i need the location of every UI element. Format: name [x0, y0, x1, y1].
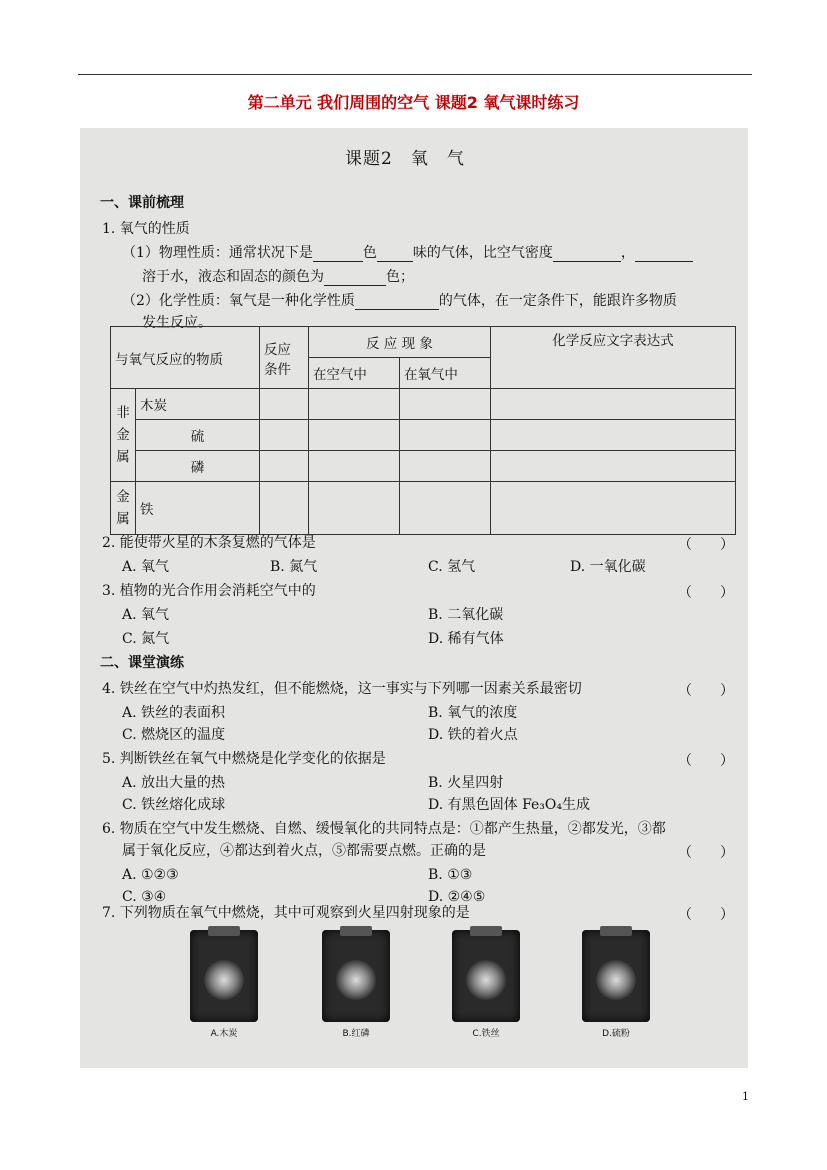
cell-air — [308, 389, 399, 420]
cell-oxygen — [399, 420, 490, 451]
q6-option-a: A. ①②③ — [122, 867, 179, 883]
q4-option-c: C. 燃烧区的温度 — [122, 727, 226, 743]
q2-option-d: D. 一氧化碳 — [570, 559, 646, 575]
jar-photo-sulfur — [582, 930, 650, 1022]
q1-stem: 1. 氧气的性质 — [102, 221, 190, 237]
header-equation: 化学反应文字表达式 — [490, 327, 735, 389]
row-iron: 铁 — [136, 482, 260, 535]
q3-option-d: D. 稀有气体 — [428, 631, 504, 647]
header-in-air: 在空气中 — [308, 358, 399, 389]
q5-answer-paren: （ ） — [678, 753, 734, 769]
header-rule — [78, 74, 752, 75]
q6-stem-line1: 6. 物质在空气中发生燃烧、自燃、缓慢氧化的共同特点是：①都产生热量，②都发光，③都 — [102, 821, 666, 837]
section-heading-1: 一、课前梳理 — [100, 195, 184, 211]
photo-caption-a: A.木炭 — [210, 1029, 238, 1039]
cell-air — [308, 482, 399, 535]
q6-stem-line2: 属于氧化反应，④都达到着火点，⑤都需要点燃。正确的是 — [122, 843, 486, 859]
q2-answer-paren: （ ） — [678, 537, 734, 553]
q7-answer-paren: （ ） — [678, 907, 734, 923]
page-number: 1 — [742, 1090, 749, 1103]
q7-photo-row — [190, 930, 650, 1050]
q3-stem: 3. 植物的光合作用会消耗空气中的 — [102, 583, 316, 599]
q3-option-b: B. 二氧化碳 — [428, 607, 504, 623]
q1-part2-line2: 发生反应。 — [142, 315, 212, 331]
row-phosphorus: 磷 — [136, 451, 260, 482]
cell-air — [308, 420, 399, 451]
group-metal: 金属 — [111, 482, 136, 535]
row-sulfur: 硫 — [136, 420, 260, 451]
header-in-oxygen: 在氧气中 — [399, 358, 490, 389]
jar-photo-iron-wire — [452, 930, 520, 1022]
cell-equation — [490, 451, 735, 482]
q3-option-c: C. 氮气 — [122, 631, 170, 647]
q2-option-a: A. 氧气 — [122, 559, 170, 575]
cell-air — [308, 451, 399, 482]
q1-part2-line1: （2）化学性质：氧气是一种化学性质 的气体，在一定条件下，能跟许多物质 — [122, 293, 677, 309]
q4-option-a: A. 铁丝的表面积 — [122, 705, 226, 721]
header-condition: 反应条件 — [259, 327, 308, 389]
q6-option-d: D. ②④⑤ — [428, 889, 486, 905]
cell-oxygen — [399, 451, 490, 482]
q4-option-d: D. 铁的着火点 — [428, 727, 518, 743]
q2-option-b: B. 氮气 — [270, 559, 318, 575]
photo-caption-d: D.硫粉 — [602, 1029, 630, 1039]
cell-equation — [490, 420, 735, 451]
header-phenomenon: 反 应 现 象 — [308, 327, 490, 358]
q2-stem: 2. 能使带火星的木条复燃的气体是 — [102, 535, 316, 551]
cell-equation — [490, 389, 735, 420]
photo-caption-c: C.铁丝 — [472, 1029, 500, 1039]
q6-option-b: B. ①③ — [428, 867, 473, 883]
q4-option-b: B. 氧气的浓度 — [428, 705, 518, 721]
cell-oxygen — [399, 482, 490, 535]
q4-stem: 4. 铁丝在空气中灼热发红，但不能燃烧，这一事实与下列哪一因素关系最密切 — [102, 681, 582, 697]
cell-condition — [259, 389, 308, 420]
q1-part1-line2: 溶于水，液态和固态的颜色为 色； — [142, 269, 414, 285]
q7-stem: 7. 下列物质在氧气中燃烧，其中可观察到火星四射现象的是 — [102, 905, 470, 921]
q5-option-a: A. 放出大量的热 — [122, 775, 226, 791]
photo-caption-b: B.红磷 — [342, 1029, 370, 1039]
scanned-worksheet — [80, 128, 748, 1068]
q5-option-d: D. 有黑色固体 Fe₃O₄生成 — [428, 797, 591, 813]
cell-equation — [490, 482, 735, 535]
q6-option-c: C. ③④ — [122, 889, 167, 905]
q5-option-c: C. 铁丝熔化成球 — [122, 797, 226, 813]
q5-option-b: B. 火星四射 — [428, 775, 504, 791]
q3-answer-paren: （ ） — [678, 585, 734, 601]
document-title: 第二单元 我们周围的空气 课题2 氧气课时练习 — [247, 93, 580, 112]
q2-option-c: C. 氢气 — [428, 559, 476, 575]
lesson-title: 课题2 氧 气 — [345, 149, 465, 169]
q6-answer-paren: （ ） — [678, 845, 734, 861]
jar-photo-charcoal — [190, 930, 258, 1022]
q5-stem: 5. 判断铁丝在氧气中燃烧是化学变化的依据是 — [102, 751, 386, 767]
section-heading-2: 二、课堂演练 — [100, 655, 184, 671]
cell-oxygen — [399, 389, 490, 420]
header-substance: 与氧气反应的物质 — [111, 327, 260, 389]
q3-option-a: A. 氧气 — [122, 607, 170, 623]
reaction-table — [110, 326, 736, 535]
cell-condition — [259, 482, 308, 535]
cell-condition — [259, 451, 308, 482]
group-nonmetal: 非金属 — [111, 389, 136, 482]
row-charcoal: 木炭 — [136, 389, 260, 420]
cell-condition — [259, 420, 308, 451]
jar-photo-red-phosphorus — [322, 930, 390, 1022]
q1-part1-line1: （1）物理性质：通常状况下是 色 味的气体，比空气密度 ， — [122, 244, 693, 262]
q4-answer-paren: （ ） — [678, 683, 734, 699]
